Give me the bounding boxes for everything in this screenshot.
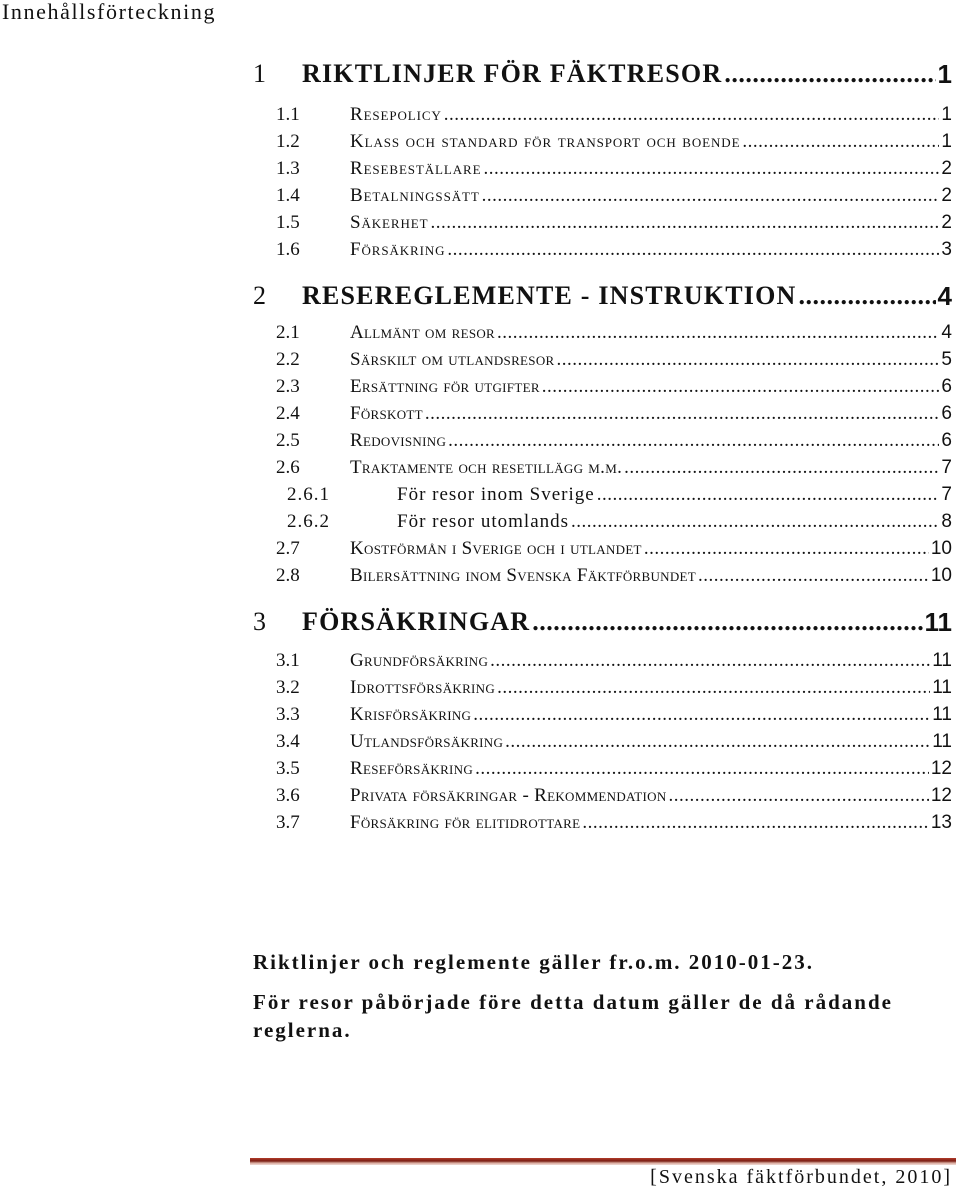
- toc-entry-3-7[interactable]: [0, 812, 960, 836]
- toc-entry-title: För resor utomlands: [397, 511, 570, 532]
- toc-entry-number: 2.7: [276, 538, 300, 559]
- toc-entry-number: 2.6: [276, 457, 300, 478]
- toc-entry-title: Reseförsäkring: [350, 758, 474, 779]
- toc-leader-dots: [497, 677, 930, 699]
- toc-entry-number: 2.1: [276, 322, 300, 343]
- toc-entry-title: Grundförsäkring: [350, 650, 489, 671]
- toc-leader-dots: [571, 511, 939, 533]
- toc-entry-2[interactable]: [0, 281, 960, 311]
- footer-organization: [Svenska fäktförbundet, 2010]: [650, 1166, 952, 1188]
- toc-entry-title: Redovisning: [350, 430, 447, 451]
- toc-entry-number: 3.5: [276, 758, 300, 779]
- toc-leader-dots: [483, 158, 939, 180]
- toc-entry-page: 8: [941, 511, 952, 532]
- toc-entry-3-1[interactable]: [0, 650, 960, 674]
- toc-entry-number: 3: [253, 607, 266, 636]
- toc-entry-title: Säkerhet: [350, 212, 429, 233]
- toc-entry-3-5[interactable]: [0, 758, 960, 782]
- toc-entry-page: 11: [932, 677, 952, 698]
- toc-entry-title: Krisförsäkring: [350, 704, 472, 725]
- toc-leader-dots: [644, 538, 929, 560]
- toc-entry-1-5[interactable]: [0, 212, 960, 236]
- toc-entry-title: Klass och standard för transport och boende: [350, 131, 741, 152]
- toc-entry-number: 1.2: [276, 131, 300, 152]
- validity-notice: Riktlinjer och reglemente gäller fr.o.m. 2010-01-23.: [253, 950, 815, 974]
- toc-leader-dots: [473, 704, 930, 726]
- toc-entry-page: 4: [937, 281, 952, 311]
- toc-leader-dots: [448, 430, 939, 452]
- toc-entry-title: Kostförmån i Sverige och i utlandet: [350, 538, 642, 559]
- toc-entry-title: Resebeställare: [350, 158, 482, 179]
- toc-entry-page: 1: [941, 131, 952, 152]
- toc-entry-number: 2.5: [276, 430, 300, 451]
- toc-leader-dots: [425, 403, 940, 425]
- toc-entry-page: 11: [932, 650, 952, 671]
- toc-entry-number: 1.1: [276, 104, 300, 125]
- toc-entry-number: 2.6.2: [287, 511, 330, 532]
- toc-leader-dots: [447, 239, 939, 261]
- toc-entry-page: 11: [924, 607, 952, 637]
- toc-leader-dots: [505, 731, 930, 753]
- toc-entry-number: 3.6: [276, 785, 300, 806]
- toc-entry-number: 1.3: [276, 158, 300, 179]
- toc-leader-dots: [597, 484, 940, 506]
- toc-leader-dots: [582, 812, 928, 834]
- toc-entry-page: 6: [941, 430, 952, 451]
- toc-entry-1-1[interactable]: [0, 104, 960, 128]
- toc-leader-dots: [669, 785, 929, 807]
- toc-entry-2-2[interactable]: [0, 349, 960, 373]
- toc-entry-title: Bilersättning inom Svenska Fäktförbundet: [350, 565, 697, 586]
- toc-entry-2-7[interactable]: [0, 538, 960, 562]
- toc-entry-page: 4: [941, 322, 952, 343]
- toc-entry-page: 11: [932, 704, 952, 725]
- toc-entry-1-2[interactable]: [0, 131, 960, 155]
- toc-entry-2-6-2[interactable]: [0, 511, 960, 535]
- toc-entry-title: Förskott: [350, 403, 423, 424]
- toc-heading: Innehållsförteckning: [2, 0, 217, 24]
- toc-entry-number: 1.5: [276, 212, 300, 233]
- toc-entry-page: 1: [941, 104, 952, 125]
- toc-entry-number: 2: [253, 281, 266, 310]
- toc-entry-3-6[interactable]: [0, 785, 960, 809]
- toc-entry-page: 6: [941, 403, 952, 424]
- toc-entry-title: Försäkring: [350, 239, 446, 260]
- toc-entry-2-6-1[interactable]: [0, 484, 960, 508]
- toc-entry-title: Försäkring för elitidrottare: [350, 812, 581, 833]
- toc-entry-2-8[interactable]: [0, 565, 960, 589]
- toc-leader-dots: [542, 376, 940, 398]
- toc-entry-2-1[interactable]: [0, 322, 960, 346]
- toc-leader-dots: [742, 131, 939, 153]
- toc-entry-2-6[interactable]: [0, 457, 960, 481]
- toc-leader-dots: [798, 281, 935, 311]
- toc-leader-dots: [532, 607, 922, 637]
- toc-entry-number: 2.2: [276, 349, 300, 370]
- toc-entry-title: FÖRSÄKRINGAR: [302, 607, 531, 636]
- toc-entry-3-3[interactable]: [0, 704, 960, 728]
- toc-entry-page: 12: [930, 758, 952, 779]
- toc-entry-number: 1.6: [276, 239, 300, 260]
- toc-entry-title: Allmänt om resor: [350, 322, 496, 343]
- toc-entry-number: 2.4: [276, 403, 300, 424]
- toc-leader-dots: [624, 457, 939, 479]
- toc-entry-page: 13: [930, 812, 952, 833]
- toc-leader-dots: [482, 185, 940, 207]
- toc-entry-page: 7: [941, 457, 952, 478]
- toc-entry-title: Resepolicy: [350, 104, 442, 125]
- toc-entry-number: 3.3: [276, 704, 300, 725]
- toc-entry-1-6[interactable]: [0, 239, 960, 263]
- toc-entry-3[interactable]: [0, 607, 960, 637]
- toc-entry-1-4[interactable]: [0, 185, 960, 209]
- toc-entry-number: 1: [253, 59, 266, 88]
- toc-leader-dots: [490, 650, 930, 672]
- toc-entry-page: 2: [941, 212, 952, 233]
- toc-entry-page: 7: [941, 484, 952, 505]
- toc-entry-1-3[interactable]: [0, 158, 960, 182]
- toc-entry-title: Betalningssätt: [350, 185, 480, 206]
- toc-entry-title: Utlandsförsäkring: [350, 731, 504, 752]
- toc-leader-dots: [698, 565, 929, 587]
- toc-entry-1[interactable]: [0, 59, 960, 89]
- toc-entry-page: 10: [930, 538, 952, 559]
- toc-leader-dots: [724, 59, 935, 89]
- toc-entry-page: 2: [941, 158, 952, 179]
- toc-entry-number: 2.6.1: [287, 484, 330, 505]
- toc-leader-dots: [430, 212, 939, 234]
- toc-entry-title: Särskilt om utlandsresor: [350, 349, 555, 370]
- toc-leader-dots: [556, 349, 939, 371]
- toc-entry-2-3[interactable]: [0, 376, 960, 400]
- toc-leader-dots: [497, 322, 939, 344]
- toc-entry-title: RIKTLINJER FÖR FÄKTRESOR: [302, 59, 723, 88]
- toc-entry-title: Ersättning för utgifter: [350, 376, 540, 397]
- toc-entry-title: För resor inom Sverige: [397, 484, 595, 505]
- toc-entry-page: 3: [941, 239, 952, 260]
- toc-entry-page: 10: [930, 565, 952, 586]
- toc-entry-title: Idrottsförsäkring: [350, 677, 496, 698]
- toc-entry-number: 1.4: [276, 185, 300, 206]
- toc-leader-dots: [475, 758, 929, 780]
- toc-leader-dots: [444, 104, 940, 126]
- toc-entry-title: Traktamente och resetillägg m.m.: [350, 457, 623, 478]
- footer-divider: [250, 1158, 956, 1165]
- toc-entry-page: 6: [941, 376, 952, 397]
- toc-entry-3-4[interactable]: [0, 731, 960, 755]
- toc-entry-number: 3.7: [276, 812, 300, 833]
- toc-entry-number: 3.4: [276, 731, 300, 752]
- toc-entry-page: 2: [941, 185, 952, 206]
- toc-entry-page: 11: [932, 731, 952, 752]
- toc-entry-page: 5: [941, 349, 952, 370]
- toc-entry-3-2[interactable]: [0, 677, 960, 701]
- toc-entry-page: 12: [930, 785, 952, 806]
- toc-entry-page: 1: [937, 59, 952, 89]
- toc-entry-title: Privata försäkringar - Rekommendation: [350, 785, 667, 806]
- transition-notice: För resor påbörjade före detta datum gäller de då rådande reglerna.: [253, 990, 893, 1042]
- toc-entry-number: 3.1: [276, 650, 300, 671]
- toc-entry-2-5[interactable]: [0, 430, 960, 454]
- toc-entry-number: 3.2: [276, 677, 300, 698]
- toc-entry-2-4[interactable]: [0, 403, 960, 427]
- toc-entry-number: 2.8: [276, 565, 300, 586]
- toc-entry-title: RESEREGLEMENTE - INSTRUKTION: [302, 281, 797, 310]
- toc-entry-number: 2.3: [276, 376, 300, 397]
